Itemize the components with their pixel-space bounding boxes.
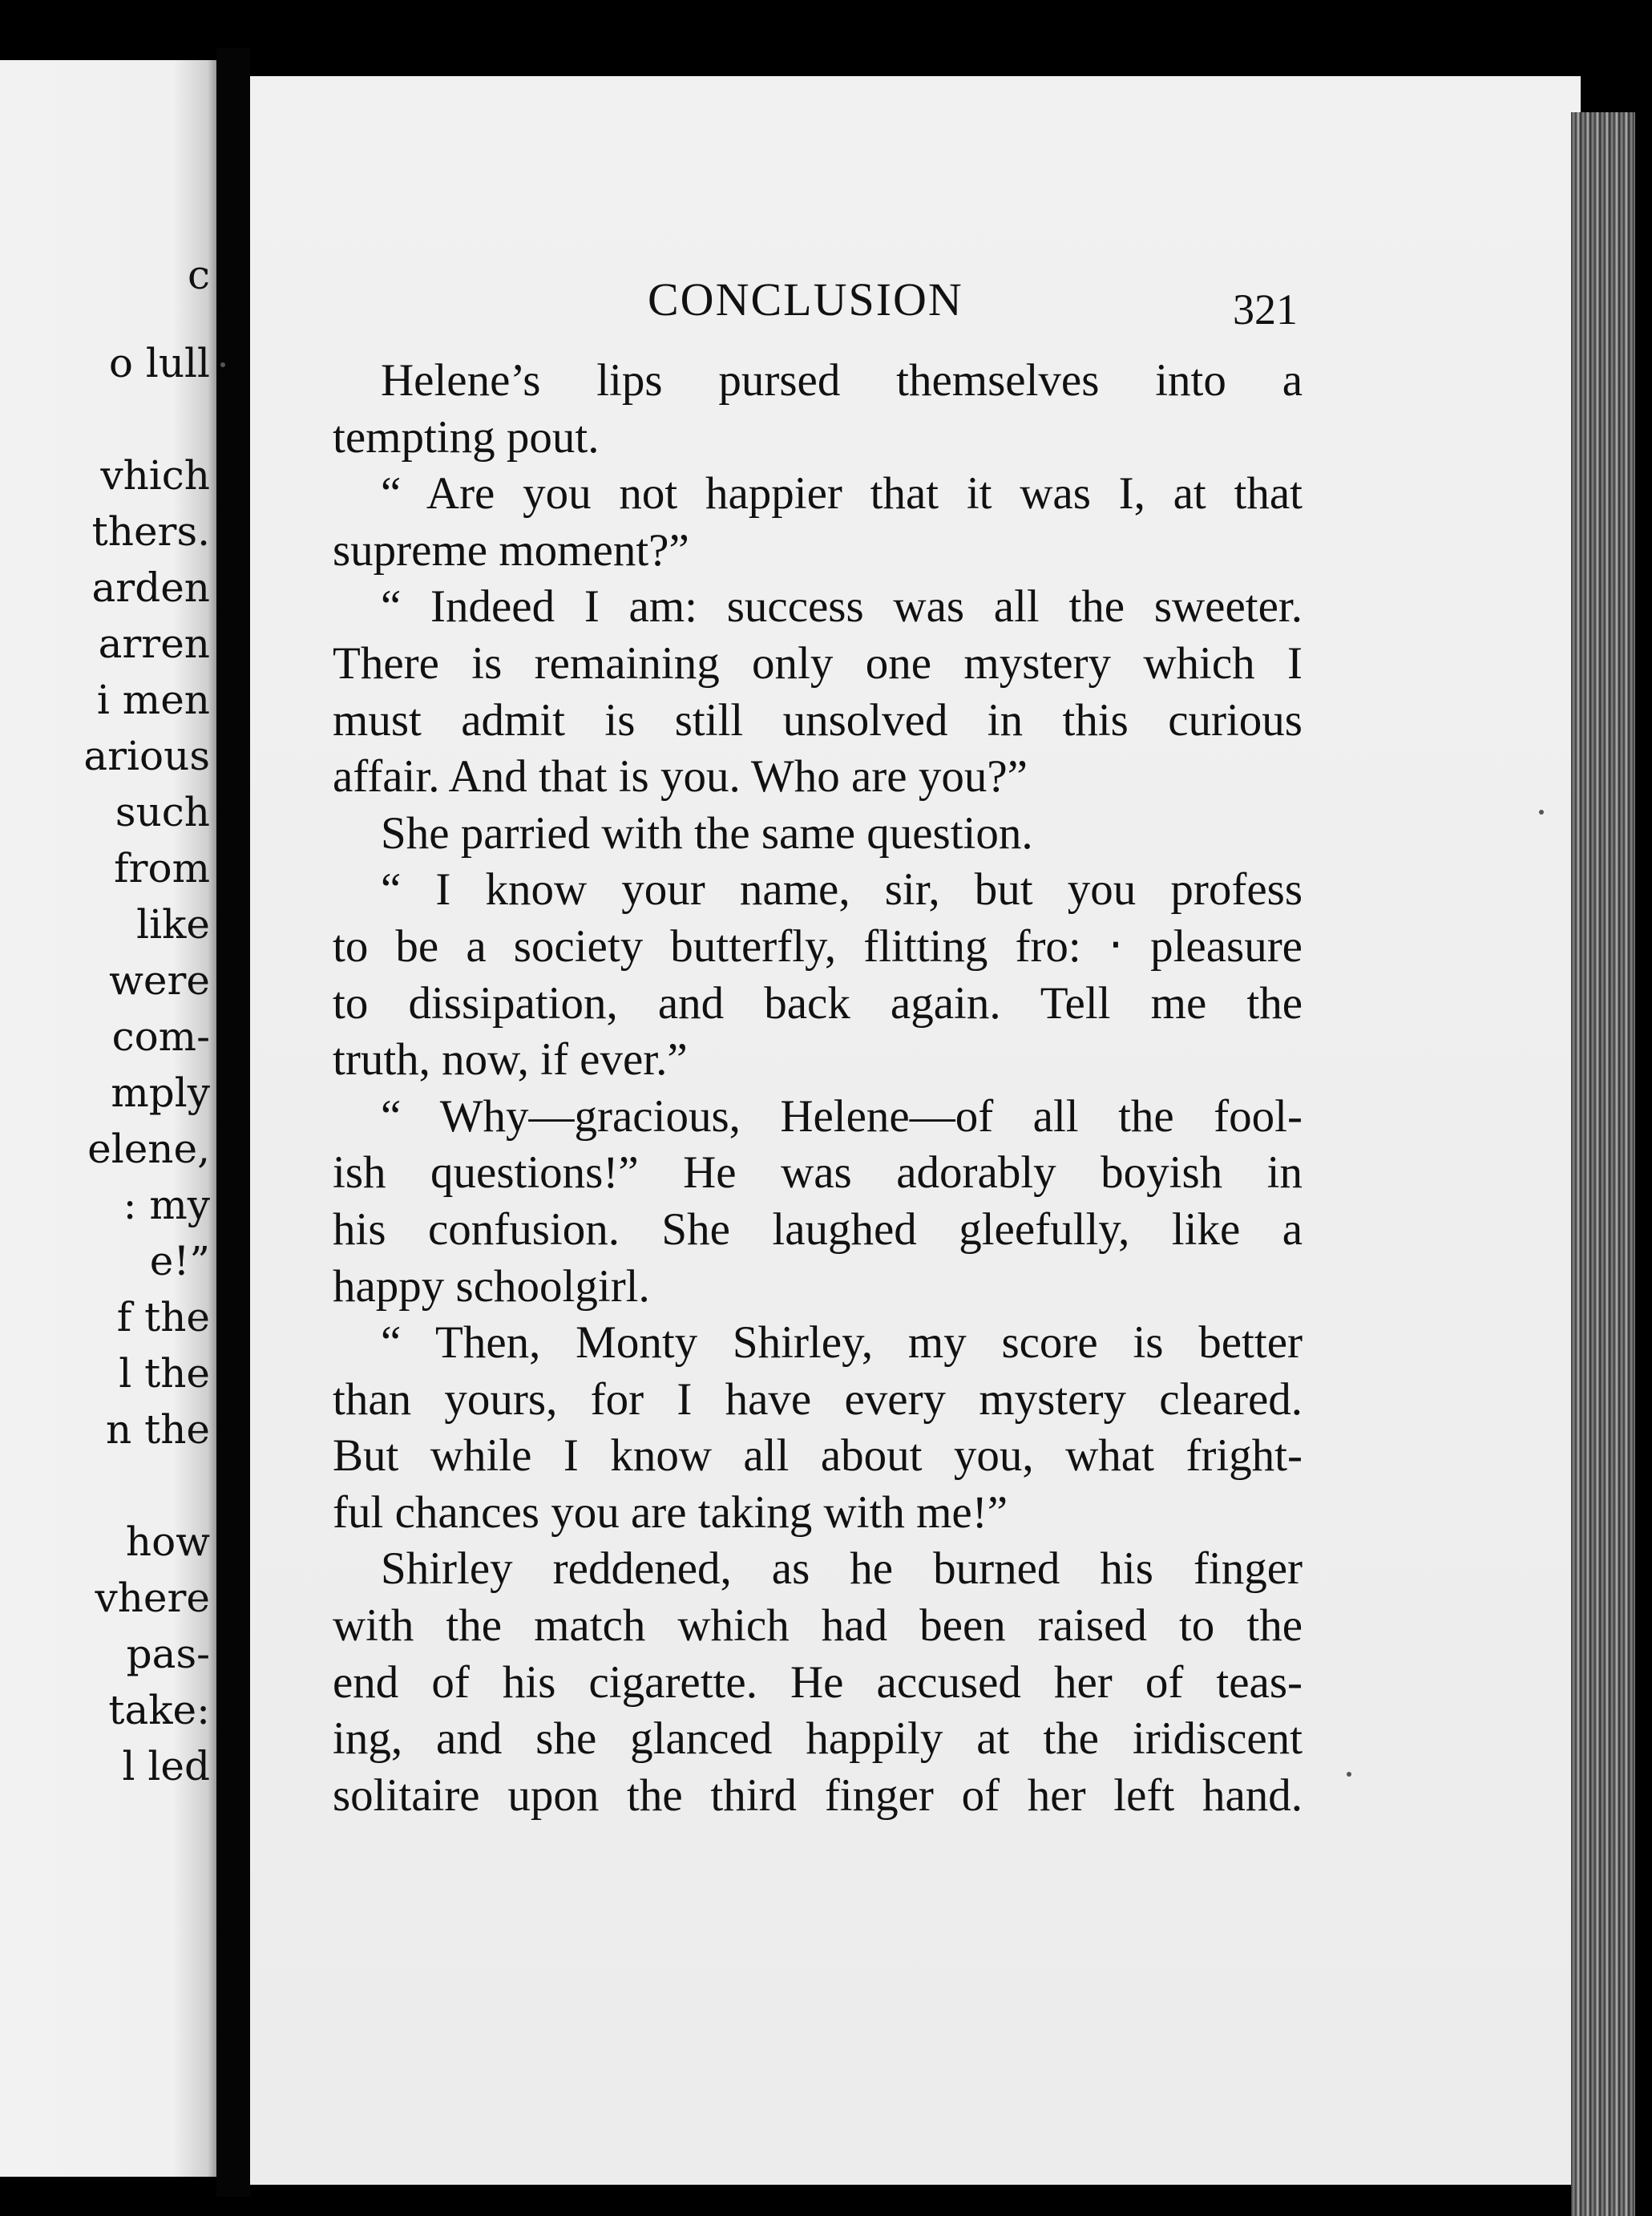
left-page-line: were: [109, 957, 210, 1004]
text-line: truth, now, if ever.”: [333, 1034, 688, 1086]
left-page-line: c: [187, 252, 210, 298]
scan-speck: [1539, 810, 1544, 815]
body-text: [333, 353, 1303, 1824]
left-page-line: take:: [108, 1687, 210, 1733]
text-line: to be a society butterfly, flitting fro: ‧ pleasure: [333, 920, 1303, 972]
text-line: ful chances you are taking with me!”: [333, 1486, 1008, 1538]
text-line: must admit is still unsolved in this curious: [333, 694, 1303, 746]
left-page-line: vhich: [100, 452, 210, 499]
text-line: “ Then, Monty Shirley, my score is better: [381, 1317, 1303, 1369]
left-page-line: thers.: [91, 508, 210, 555]
left-page-line: such: [115, 789, 210, 835]
text-line: “ I know your name, sir, but you profess: [381, 864, 1303, 916]
text-line: happy schoolgirl.: [333, 1260, 650, 1312]
text-line: solitaire upon the third finger of her left hand.: [333, 1769, 1303, 1821]
left-page-line: com-: [111, 1013, 210, 1060]
text-line: affair. And that is you. Who are you?”: [333, 751, 1028, 803]
text-line: with the match which had been raised to the: [333, 1600, 1303, 1652]
left-page-line: l the: [119, 1350, 210, 1397]
left-page-line: elene,: [87, 1126, 210, 1172]
left-page-line: pas-: [126, 1631, 210, 1677]
page-number: 321: [1233, 285, 1298, 334]
text-line: his confusion. She laughed gleefully, like a: [333, 1203, 1303, 1255]
left-page-line: f the: [116, 1294, 210, 1341]
text-line: Helene’s lips pursed themselves into a: [381, 355, 1303, 406]
left-page-line: vhere: [95, 1575, 210, 1621]
left-page-line: from: [114, 845, 210, 892]
left-facing-page: [0, 60, 216, 2177]
text-line: There is remaining only one mystery which I: [333, 637, 1303, 689]
text-line: “ Why—gracious, Helene—of all the fool-: [381, 1090, 1303, 1142]
left-page-line: e!”: [149, 1238, 210, 1284]
text-line: ish questions!” He was adorably boyish in: [333, 1147, 1303, 1199]
text-line: supreme moment?”: [333, 524, 689, 576]
left-page-line: l led: [122, 1743, 210, 1789]
left-page-line: n the: [106, 1406, 210, 1453]
left-page-line: arren: [98, 621, 210, 667]
left-page-line: how: [125, 1518, 210, 1565]
text-line: She parried with the same question.: [381, 807, 1033, 859]
left-page-line: arious: [83, 733, 210, 779]
text-line: “ Are you not happier that it was I, at that: [381, 468, 1303, 520]
running-title: CONCLUSION: [648, 273, 963, 326]
text-line: “ Indeed I am: success was all the sweeter.: [381, 581, 1303, 633]
scan-speck: [1347, 1772, 1351, 1777]
left-page-line: arden: [91, 564, 210, 611]
left-page-line: i men: [96, 677, 210, 723]
text-line: But while I know all about you, what fright-: [333, 1430, 1303, 1482]
left-page-line: o lull: [108, 340, 210, 386]
book-gutter: [216, 48, 250, 2197]
text-line: end of his cigarette. He accused her of teas-: [333, 1656, 1303, 1708]
text-line: to dissipation, and back again. Tell me the: [333, 977, 1303, 1029]
text-line: Shirley reddened, as he burned his finger: [381, 1543, 1303, 1595]
text-line: than yours, for I have every mystery cleared.: [333, 1373, 1303, 1425]
page-edge-stack: [1571, 112, 1635, 2216]
text-line: tempting pout.: [333, 411, 600, 463]
left-page-line: : my: [123, 1182, 210, 1228]
left-page-line: mply: [111, 1070, 210, 1116]
left-page-line: like: [136, 901, 210, 948]
text-line: ing, and she glanced happily at the iridiscent: [333, 1713, 1303, 1765]
scan-speck: [220, 362, 225, 367]
